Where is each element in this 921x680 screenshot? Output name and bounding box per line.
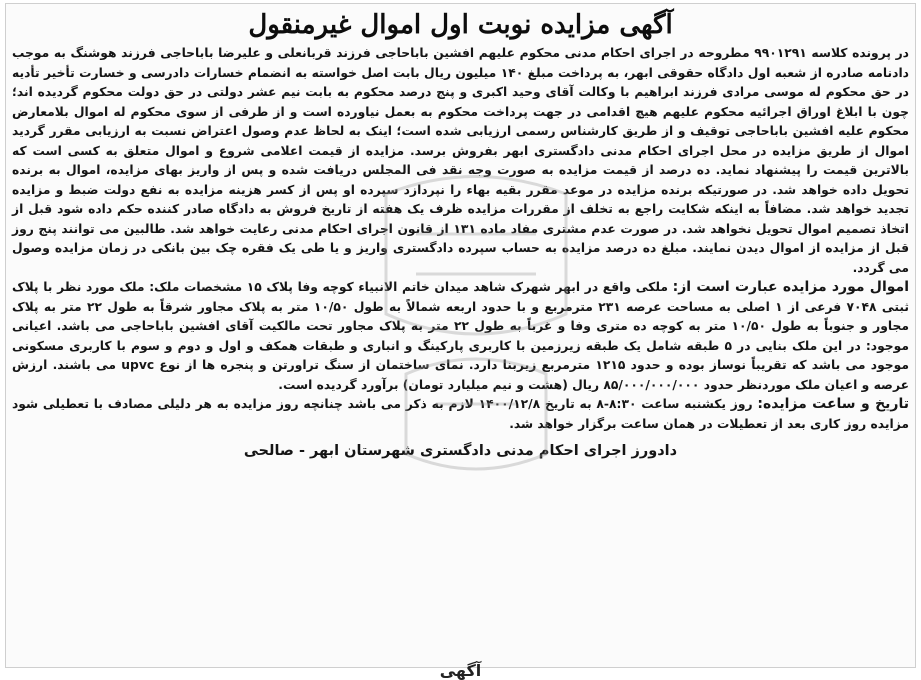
property-description: ملکی واقع در ابهر شهرک شاهد میدان خاتم الانبیاء کوچه وفا پلاک ۱۵ مشخصات ملک: ملک مورد نظر با پلاک ثبتی ۷۰۴۸ فرعی از ۱ اصلی به مساحت عرصه ۲۳۱ مترمربع و با حدود اربعه شمالاً به طول ۱۰/۵۰ متر به پلاک مجاور شرقاً به طول ۲۲ متر به پلاک مجاور و جنوباً به طول ۱۰/۵۰ متر به کوچه ده متری وفا و غرباً به طول ۲۲ متر به پلاک مجاور تحت مالکیت آقای افشین باباحاجی می باشد. اعیانی موجود: در این ملک بنایی در ۵ طبقه شامل یک طبقه زیرزمین با کاربری پارکینگ و انباری و طبقات همکف و اول و دوم و سوم با کاربری مسکونی موجود می باشد که تقریباً نوساز بوده و حدود ۱۲۱۵ مترمربع زیربنا دارد. نمای ساختمان از سنگ تراورتن و پنجره ها از نوع upvc می باشند. ارزش عرصه و اعیان ملک موردنظر حدود ۸۵/۰۰۰/۰۰۰/۰۰۰ ریال (هشت و نیم میلیارد تومان) برآورد گردیده است. <box>12 280 909 392</box>
property-paragraph <box>12 278 909 395</box>
date-heading: تاریخ و ساعت مزایده: <box>757 396 909 412</box>
signature-line: دادورز اجرای احکام مدنی دادگستری شهرستان ابهر - صالحی <box>243 443 678 459</box>
property-heading: اموال مورد مزایده عبارت است از: <box>672 279 909 295</box>
newspaper-clipping <box>5 3 916 680</box>
next-notice-heading-cut: آگهی <box>439 661 482 680</box>
notice-body <box>6 44 915 434</box>
case-paragraph: در پرونده کلاسه ۹۹۰۱۲۹۱ مطروحه در اجرای احکام مدنی محکوم علیهم افشین باباحاجی فرزند قربانعلی و علیرضا باباحاجی فرزند هوشنگ به موجب دادنامه صادره از شعبه اول دادگاه حقوقی ابهر، به پرداخت مبلغ ۱۴۰ میلیون ریال بابت اصل خواسته به انضمام خسارات دادرسی و خسارت تأخیر تأدیه در حق محکوم له موسی مرادی فرزند ابراهیم با وکالت آقای وحید اکبری و پنج درصد محکوم به بابت نیم عشر دولتی در حق دولت محکوم گردیده اند؛ چون با ابلاغ اوراق اجرائیه محکوم علیهم هیچ اقدامی در جهت پرداخت محکوم به بعمل نیاورده است و از طرفی از سوی محکوم له اموال بلامعارض محکوم علیه افشین باباحاجی توقیف و از طریق کارشناس رسمی ارزیابی شده است؛ اینک به لحاظ عدم وصول اعتراض نسبت به ارزیابی مقرر گردید اموال از طریق مزایده در محل اجرای احکام مدنی دادگستری ابهر بفروش برسد. مزایده از قیمت اعلامی شروع و اموال متعلق به کسی است که بالاترین قیمت را پیشنهاد نماید. ده درصد از قیمت مزایده به صورت وجه نقد فی المجلس دریافت شده و پس از واریز بهای مزایده، اموال به برنده تحویل داده خواهد شد. در صورتیکه برنده مزایده در موعد مقرر بقیه بهاء را نپردازد سپرده او پس از کسر هزینه مزایده به نفع دولت ضبط و مزایده تجدید خواهد شد. مضافاً به اینکه شکایت راجع به تخلف از مقررات مزایده ظرف یک هفته از تاریخ فروش به دادگاه صادر کننده حکم داده شود قبل از اتخاذ تصمیم اموال تحویل نخواهد شد. در صورت عدم مشتری مفاد ماده ۱۳۱ از قانون اجرای احکام مدنی رعایت خواهد شد. طالبین می توانند پنج روز قبل از مزایده از اموال دیدن نمایند. مبلغ ده درصد مزایده به حساب سپرده دادگستری واریز و یا طی یک فقره چک بین بانکی در زمان مزایده وصول می گردد. <box>12 46 909 275</box>
date-description: روز یکشنبه ساعت ۸:۳۰-۸ به تاریخ ۱۴۰۰/۱۲/۸ لازم به ذکر می باشد چنانچه روز مزایده به هر دلیلی مصادف با تعطیلی شود مزایده روز کاری بعد از تعطیلات در همان ساعت برگزار خواهد شد. <box>12 397 909 431</box>
notice-title: آگهی مزایده نوبت اول اموال غیرمنقول <box>248 10 673 40</box>
date-paragraph <box>12 395 909 434</box>
